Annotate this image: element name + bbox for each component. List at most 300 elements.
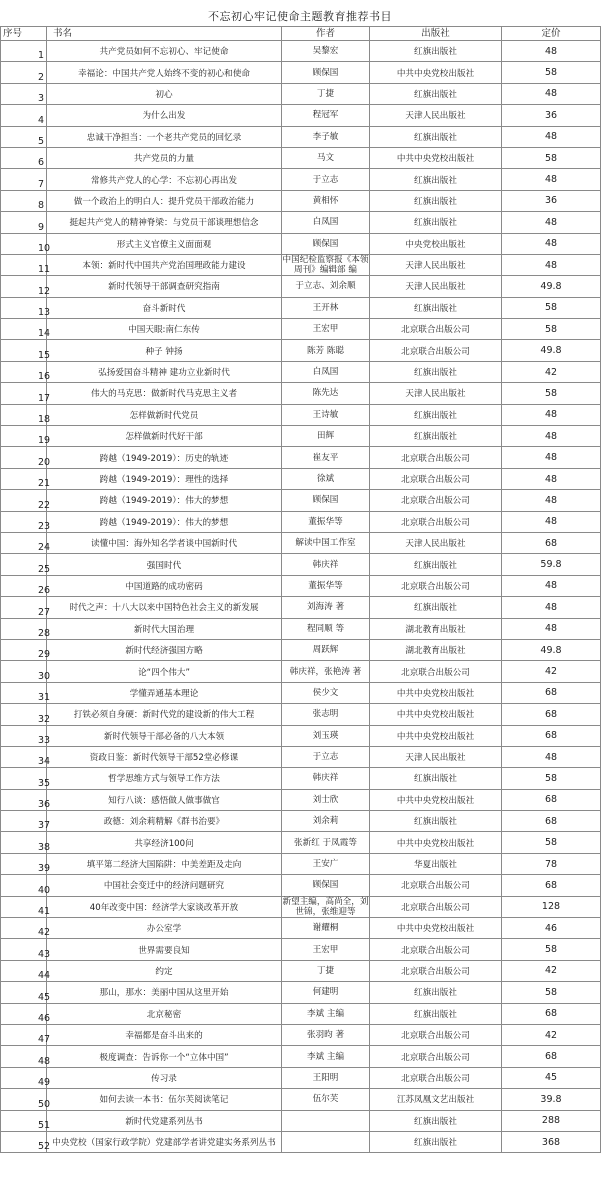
book-price: 68: [502, 704, 601, 725]
row-number: 41: [1, 896, 47, 917]
book-title: 新时代党建系列丛书: [47, 1110, 282, 1131]
book-author: 顾保国: [282, 490, 370, 511]
book-publisher: 红旗出版社: [370, 426, 502, 447]
row-number: 29: [1, 639, 47, 660]
table-body: [1, 41, 601, 1153]
book-publisher: 红旗出版社: [370, 1003, 502, 1024]
book-publisher: 北京联合出版公司: [370, 960, 502, 981]
book-author: 崔友平: [282, 447, 370, 468]
book-author: 顾保国: [282, 62, 370, 83]
row-number: 42: [1, 918, 47, 939]
book-price: 48: [502, 83, 601, 104]
row-number: 13: [1, 297, 47, 318]
book-publisher: 天津人民出版社: [370, 276, 502, 297]
book-publisher: 北京联合出版公司: [370, 896, 502, 917]
book-title: 资政日鉴：新时代领导干部52堂必修课: [47, 746, 282, 767]
book-title: 跨越（1949-2019）：理性的选择: [47, 468, 282, 489]
book-publisher: 红旗出版社: [370, 126, 502, 147]
book-title: 新时代经济强国方略: [47, 639, 282, 660]
book-author: 张新红 于凤霞等: [282, 832, 370, 853]
book-title: 打铁必须自身硬：新时代党的建设新的伟大工程: [47, 704, 282, 725]
table-row: [1, 597, 601, 618]
table-row: [1, 276, 601, 297]
book-price: 42: [502, 960, 601, 981]
book-author: 顾保国: [282, 233, 370, 254]
book-author: 丁捷: [282, 83, 370, 104]
book-title: 40年改变中国：经济学大家谈改革开放: [47, 896, 282, 917]
table-row: [1, 832, 601, 853]
book-publisher: 北京联合出版公司: [370, 939, 502, 960]
row-number: 16: [1, 361, 47, 382]
book-title: 跨越（1949-2019）：伟大的梦想: [47, 511, 282, 532]
book-publisher: 北京联合出版公司: [370, 1046, 502, 1067]
row-number: 7: [1, 169, 47, 190]
book-publisher: 天津人民出版社: [370, 746, 502, 767]
book-publisher: 中共中央党校出版社: [370, 789, 502, 810]
book-author: 程同顺 等: [282, 618, 370, 639]
row-number: 32: [1, 704, 47, 725]
book-price: 48: [502, 618, 601, 639]
book-price: 48: [502, 169, 601, 190]
book-publisher: 红旗出版社: [370, 554, 502, 575]
book-title: 强国时代: [47, 554, 282, 575]
book-author: 何建明: [282, 982, 370, 1003]
book-price: 68: [502, 1003, 601, 1024]
book-author: 伍尔芙: [282, 1089, 370, 1110]
book-price: 58: [502, 62, 601, 83]
book-title: 读懂中国：海外知名学者谈中国新时代: [47, 532, 282, 553]
book-title: 极度调查：告诉你一个“立体中国”: [47, 1046, 282, 1067]
book-publisher: 天津人民出版社: [370, 105, 502, 126]
row-number: 30: [1, 661, 47, 682]
table-row: [1, 147, 601, 168]
book-title: 那山，那水：美丽中国从这里开始: [47, 982, 282, 1003]
table-row: [1, 190, 601, 211]
book-author: 白凤国: [282, 212, 370, 233]
book-publisher: 红旗出版社: [370, 1110, 502, 1131]
book-title: 跨越（1949-2019）：历史的轨迹: [47, 447, 282, 468]
row-number: 43: [1, 939, 47, 960]
book-publisher: 北京联合出版公司: [370, 575, 502, 596]
row-number: 38: [1, 832, 47, 853]
book-price: 48: [502, 511, 601, 532]
book-publisher: 北京联合出版公司: [370, 1067, 502, 1088]
book-author: 王阳明: [282, 1067, 370, 1088]
book-author: 侯少文: [282, 682, 370, 703]
book-author: 马文: [282, 147, 370, 168]
book-price: 288: [502, 1110, 601, 1131]
table-row: [1, 169, 601, 190]
book-title: 中国社会变迁中的经济问题研究: [47, 875, 282, 896]
book-publisher: 红旗出版社: [370, 982, 502, 1003]
book-publisher: 红旗出版社: [370, 212, 502, 233]
table-row: [1, 982, 601, 1003]
row-number: 26: [1, 575, 47, 596]
book-publisher: 红旗出版社: [370, 297, 502, 318]
book-price: 48: [502, 468, 601, 489]
book-list-table: [0, 26, 601, 1153]
header-row: [1, 27, 601, 41]
book-price: 58: [502, 297, 601, 318]
row-number: 18: [1, 404, 47, 425]
book-price: 48: [502, 746, 601, 767]
row-number: 10: [1, 233, 47, 254]
book-author: 韩庆祥: [282, 554, 370, 575]
row-number: 34: [1, 746, 47, 767]
book-title: 弘扬爱国奋斗精神 建功立业新时代: [47, 361, 282, 382]
book-price: 36: [502, 190, 601, 211]
book-title: 新时代领导干部必备的八大本领: [47, 725, 282, 746]
table-row: [1, 1067, 601, 1088]
table-row: [1, 789, 601, 810]
book-price: 59.8: [502, 554, 601, 575]
book-price: 36: [502, 105, 601, 126]
book-author: 顾保国: [282, 875, 370, 896]
book-title: 做一个政治上的明白人：提升党员干部政治能力: [47, 190, 282, 211]
header-name: 书名: [47, 27, 282, 41]
table-row: [1, 725, 601, 746]
book-publisher: 中共中央党校出版社: [370, 725, 502, 746]
book-author: 王安广: [282, 853, 370, 874]
row-number: 9: [1, 212, 47, 233]
book-title: 新时代领导干部调查研究指南: [47, 276, 282, 297]
row-number: 45: [1, 982, 47, 1003]
book-author: 谢耀桐: [282, 918, 370, 939]
row-number: 24: [1, 532, 47, 553]
table-row: [1, 361, 601, 382]
table-row: [1, 939, 601, 960]
book-title: 奋斗新时代: [47, 297, 282, 318]
book-price: 48: [502, 404, 601, 425]
table-row: [1, 41, 601, 62]
book-title: 政德：刘余莉精解《群书治要》: [47, 811, 282, 832]
book-price: 68: [502, 789, 601, 810]
book-price: 46: [502, 918, 601, 939]
book-author: 新望主编，高尚全，刘世锦，张维迎等: [282, 896, 369, 917]
row-number: 48: [1, 1046, 47, 1067]
book-price: 68: [502, 1046, 601, 1067]
book-price: 42: [502, 661, 601, 682]
book-title: 世界需要良知: [47, 939, 282, 960]
book-author: 中国纪检监察报《本领周刊》编辑部 编: [282, 255, 369, 276]
row-number: 2: [1, 62, 47, 83]
row-number: 35: [1, 768, 47, 789]
book-publisher: 红旗出版社: [370, 1131, 502, 1152]
book-publisher: 红旗出版社: [370, 83, 502, 104]
book-price: 48: [502, 212, 601, 233]
book-price: 48: [502, 426, 601, 447]
table-row: [1, 383, 601, 404]
table-row: [1, 661, 601, 682]
book-price: 68: [502, 725, 601, 746]
book-publisher: 北京联合出版公司: [370, 1024, 502, 1045]
book-author: 董振华等: [282, 575, 370, 596]
row-number: 52: [1, 1131, 47, 1152]
book-price: 48: [502, 233, 601, 254]
book-author: 李斌 主编: [282, 1046, 370, 1067]
book-price: 58: [502, 147, 601, 168]
table-row: [1, 960, 601, 981]
row-number: 44: [1, 960, 47, 981]
row-number: 47: [1, 1024, 47, 1045]
book-title: 填平第二经济大国陷阱：中美差距及走向: [47, 853, 282, 874]
row-number: 14: [1, 319, 47, 340]
book-author: 刘海涛 著: [282, 597, 370, 618]
table-row: [1, 704, 601, 725]
book-author: 白凤国: [282, 361, 370, 382]
book-author: 张羽昀 著: [282, 1024, 370, 1045]
book-price: 48: [502, 490, 601, 511]
row-number: 21: [1, 468, 47, 489]
book-price: 58: [502, 982, 601, 1003]
book-author: 李子敏: [282, 126, 370, 147]
table-row: [1, 340, 601, 361]
row-number: 23: [1, 511, 47, 532]
row-number: 49: [1, 1067, 47, 1088]
table-row: [1, 254, 601, 275]
book-price: 58: [502, 383, 601, 404]
table-row: [1, 618, 601, 639]
book-title: 种子 钟扬: [47, 340, 282, 361]
book-author: 王开林: [282, 297, 370, 318]
book-title: 如何去读一本书：伍尔芙阅读笔记: [47, 1089, 282, 1110]
book-author: 王诗敏: [282, 404, 370, 425]
book-title: 共产党员如何不忘初心、牢记使命: [47, 41, 282, 62]
table-row: [1, 490, 601, 511]
table-row: [1, 1024, 601, 1045]
book-price: 58: [502, 939, 601, 960]
book-publisher: 北京联合出版公司: [370, 468, 502, 489]
book-publisher: 天津人民出版社: [370, 254, 502, 275]
book-author: 于立志、刘余顺: [282, 276, 370, 297]
book-author: 周跃辉: [282, 639, 370, 660]
book-author: 田辉: [282, 426, 370, 447]
book-author: 韩庆祥: [282, 768, 370, 789]
table-row: [1, 83, 601, 104]
book-title: 初心: [47, 83, 282, 104]
table-row: [1, 1046, 601, 1067]
page-title: 不忘初心牢记使命主题教育推荐书目: [208, 10, 392, 23]
book-publisher: 天津人民出版社: [370, 532, 502, 553]
book-title: 挺起共产党人的精神脊梁：与党员干部谈理想信念: [47, 212, 282, 233]
book-publisher: 中共中央党校出版社: [370, 704, 502, 725]
table-row: [1, 233, 601, 254]
book-publisher: 江苏凤凰文艺出版社: [370, 1089, 502, 1110]
row-number: 51: [1, 1110, 47, 1131]
book-author: 丁捷: [282, 960, 370, 981]
book-price: 39.8: [502, 1089, 601, 1110]
table-row: [1, 319, 601, 340]
book-price: 48: [502, 575, 601, 596]
table-row: [1, 746, 601, 767]
row-number: 12: [1, 276, 47, 297]
table-row: [1, 853, 601, 874]
book-author: [282, 1110, 370, 1131]
book-author: 刘余莉: [282, 811, 370, 832]
book-price: 49.8: [502, 340, 601, 361]
book-author: 于立志: [282, 169, 370, 190]
book-publisher: 湖北教育出版社: [370, 618, 502, 639]
table-row: [1, 575, 601, 596]
book-price: 68: [502, 532, 601, 553]
book-title: 形式主义官僚主义面面观: [47, 233, 282, 254]
book-title: 中国天眼:南仁东传: [47, 319, 282, 340]
book-title: 幸福都是奋斗出来的: [47, 1024, 282, 1045]
book-publisher: 红旗出版社: [370, 41, 502, 62]
book-author: 董振华等: [282, 511, 370, 532]
row-number: 25: [1, 554, 47, 575]
table-row: [1, 1089, 601, 1110]
book-author: 王宏甲: [282, 939, 370, 960]
book-publisher: 中共中央党校出版社: [370, 918, 502, 939]
book-publisher: 红旗出版社: [370, 811, 502, 832]
book-title: 办公室学: [47, 918, 282, 939]
book-publisher: 湖北教育出版社: [370, 639, 502, 660]
row-number: 27: [1, 597, 47, 618]
book-price: 58: [502, 319, 601, 340]
book-publisher: 中央党校出版社: [370, 233, 502, 254]
book-author: 张志明: [282, 704, 370, 725]
book-author: [282, 1131, 370, 1152]
book-title: 哲学思维方式与领导工作方法: [47, 768, 282, 789]
book-publisher: 红旗出版社: [370, 190, 502, 211]
table-row: [1, 554, 601, 575]
table-row: [1, 105, 601, 126]
book-author: 刘士欣: [282, 789, 370, 810]
row-number: 33: [1, 725, 47, 746]
table-row: [1, 811, 601, 832]
row-number: 1: [1, 41, 47, 62]
table-row: [1, 447, 601, 468]
book-publisher: 天津人民出版社: [370, 383, 502, 404]
book-title: 北京秘密: [47, 1003, 282, 1024]
row-number: 36: [1, 789, 47, 810]
book-price: 48: [502, 597, 601, 618]
table-row: [1, 62, 601, 83]
book-author: 解读中国工作室: [282, 532, 370, 553]
row-number: 40: [1, 875, 47, 896]
row-number: 8: [1, 190, 47, 211]
row-number: 22: [1, 490, 47, 511]
book-author: 陈芳 陈聪: [282, 340, 370, 361]
table-row: [1, 212, 601, 233]
book-price: 368: [502, 1131, 601, 1152]
book-publisher: 红旗出版社: [370, 404, 502, 425]
book-publisher: 红旗出版社: [370, 169, 502, 190]
table-row: [1, 297, 601, 318]
book-author: 程冠军: [282, 105, 370, 126]
row-number: 46: [1, 1003, 47, 1024]
book-publisher: 红旗出版社: [370, 361, 502, 382]
book-price: 78: [502, 853, 601, 874]
book-title: 跨越（1949-2019）：伟大的梦想: [47, 490, 282, 511]
table-row: [1, 1003, 601, 1024]
book-title: 知行八谈：感悟做人做事做官: [47, 789, 282, 810]
row-number: 37: [1, 811, 47, 832]
book-title: 本领：新时代中国共产党治国理政能力建设: [47, 254, 282, 275]
book-title: 伟大的马克思：做新时代马克思主义者: [47, 383, 282, 404]
row-number: 19: [1, 426, 47, 447]
row-number: 50: [1, 1089, 47, 1110]
book-publisher: 北京联合出版公司: [370, 875, 502, 896]
table-row: [1, 639, 601, 660]
row-number: 20: [1, 447, 47, 468]
book-title: 新时代大国治理: [47, 618, 282, 639]
row-number: 4: [1, 105, 47, 126]
book-price: 48: [502, 41, 601, 62]
table-row: [1, 918, 601, 939]
table-row: [1, 1110, 601, 1131]
book-author: 韩庆祥，张艳涛 著: [282, 661, 370, 682]
header-price: 定价: [502, 27, 601, 41]
book-author: 黄相怀: [282, 190, 370, 211]
header-publisher: 出版社: [370, 27, 502, 41]
table-row: [1, 768, 601, 789]
book-author: 于立志: [282, 746, 370, 767]
table-row: [1, 426, 601, 447]
row-number: 5: [1, 126, 47, 147]
book-title: 共享经济100问: [47, 832, 282, 853]
book-publisher: 北京联合出版公司: [370, 661, 502, 682]
header-no: 序号: [1, 27, 47, 41]
book-title: 时代之声：十八大以来中国特色社会主义的新发展: [47, 597, 282, 618]
row-number: 15: [1, 340, 47, 361]
book-price: 49.8: [502, 276, 601, 297]
book-price: 48: [502, 126, 601, 147]
book-price: 68: [502, 875, 601, 896]
book-publisher: 红旗出版社: [370, 768, 502, 789]
book-title: 约定: [47, 960, 282, 981]
book-publisher: 北京联合出版公司: [370, 490, 502, 511]
book-publisher: 华夏出版社: [370, 853, 502, 874]
row-number: 31: [1, 682, 47, 703]
book-author: 吴黎宏: [282, 41, 370, 62]
book-author: 陈先达: [282, 383, 370, 404]
book-title: 怎样做新时代党员: [47, 404, 282, 425]
book-title: 中国道路的成功密码: [47, 575, 282, 596]
table-row: [1, 468, 601, 489]
book-price: 49.8: [502, 639, 601, 660]
book-title: 共产党员的力量: [47, 147, 282, 168]
book-title: 中央党校（国家行政学院）党建部学者讲党建实务系列丛书: [47, 1131, 282, 1152]
book-author: 徐斌: [282, 468, 370, 489]
row-number: 17: [1, 383, 47, 404]
book-author: 刘玉瑛: [282, 725, 370, 746]
book-price: 68: [502, 811, 601, 832]
book-price: 58: [502, 768, 601, 789]
table-row: [1, 511, 601, 532]
book-price: 42: [502, 1024, 601, 1045]
book-title: 为什么出发: [47, 105, 282, 126]
book-title: 学懂弄通基本理论: [47, 682, 282, 703]
table-row: [1, 126, 601, 147]
row-number: 11: [1, 254, 47, 275]
book-publisher: 北京联合出版公司: [370, 319, 502, 340]
book-publisher: 北京联合出版公司: [370, 447, 502, 468]
table-row: [1, 682, 601, 703]
book-title: 传习录: [47, 1067, 282, 1088]
book-price: 45: [502, 1067, 601, 1088]
book-title: 忠诚干净担当：一个老共产党员的回忆录: [47, 126, 282, 147]
book-title: 怎样做新时代好干部: [47, 426, 282, 447]
table-row: [1, 404, 601, 425]
book-price: 58: [502, 832, 601, 853]
book-title: 幸福论：中国共产党人始终不变的初心和使命: [47, 62, 282, 83]
table-row: [1, 1131, 601, 1152]
book-publisher: 红旗出版社: [370, 597, 502, 618]
book-author: 王宏甲: [282, 319, 370, 340]
book-title: 常修共产党人的心学：不忘初心再出发: [47, 169, 282, 190]
